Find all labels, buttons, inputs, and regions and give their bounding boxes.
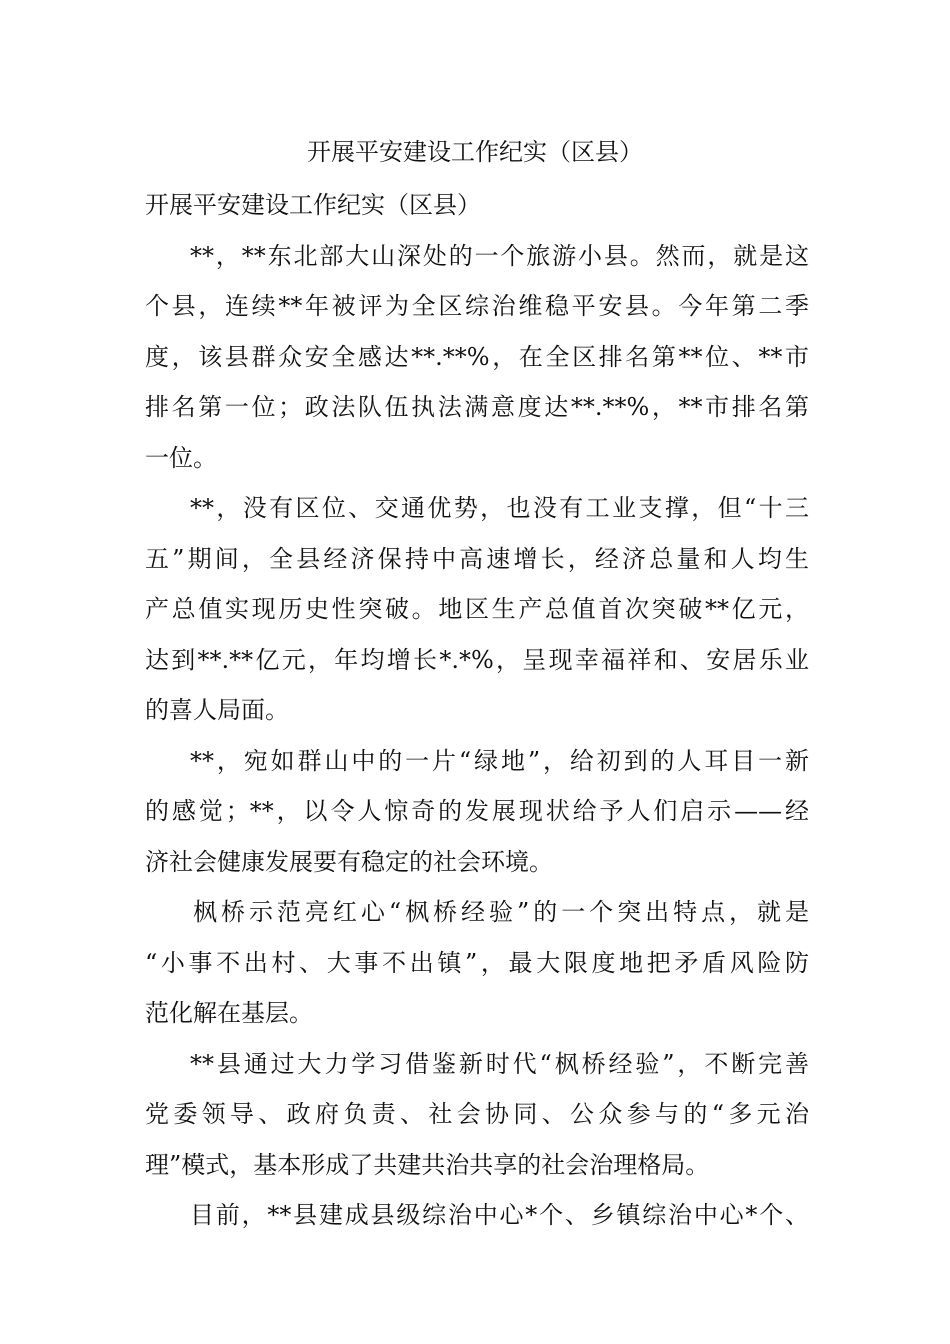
- paragraph-line: **，没有区位、交通优势，也没有工业支撑，但“十三: [190, 494, 809, 522]
- paragraph-line: 一位。: [145, 443, 217, 472]
- paragraph-line: 范化解在基层。: [145, 999, 313, 1027]
- paragraph-line: 的感觉；**，以令人惊奇的发展现状给予人们启示——经: [145, 797, 809, 825]
- paragraph-line: **，**东北部大山深处的一个旅游小县。然而，就是这: [190, 241, 809, 270]
- paragraph-line: 个县，连续**年被评为全区综治维稳平安县。今年第二季: [145, 292, 809, 320]
- document-body: [145, 180, 809, 1241]
- paragraph-line: 的喜人局面。: [145, 696, 289, 724]
- paragraph-line: 达到**.**亿元，年均增长*.*%，呈现幸福祥和、安居乐业: [145, 645, 809, 674]
- paragraph-line: 五”期间，全县经济保持中高速增长，经济总量和人均生: [145, 544, 809, 573]
- paragraph-line: 党委领导、政府负责、社会协同、公众参与的“多元治: [145, 1100, 809, 1128]
- paragraph-line: 度，该县群众安全感达**.**%，在全区排名第**位、**市: [145, 342, 809, 371]
- paragraph-line: 排名第一位；政法队伍执法满意度达**.**%，**市排名第: [145, 393, 809, 421]
- paragraph-line: **县通过大力学习借鉴新时代“枫桥经验”，不断完善: [190, 1049, 809, 1078]
- paragraph-line: 枫桥示范亮红心“枫桥经验”的一个突出特点，就是: [193, 898, 809, 926]
- paragraph-line: “小事不出村、大事不出镇”，最大限度地把矛盾风险防: [145, 948, 809, 977]
- subtitle-line: 开展平安建设工作纪实（区县）: [145, 191, 481, 219]
- document-title: 开展平安建设工作纪实（区县）: [307, 138, 643, 166]
- paragraph-line: 济社会健康发展要有稳定的社会环境。: [145, 847, 553, 876]
- paragraph-line: 产总值实现历史性突破。地区生产总值首次突破**亿元，: [145, 595, 809, 623]
- paragraph-line: **，宛如群山中的一片“绿地”，给初到的人耳目一新: [190, 746, 809, 775]
- paragraph-line: 目前，**县建成县级综治中心*个、乡镇综治中心*个、: [190, 1201, 809, 1229]
- paragraph-line: 理”模式，基本形成了共建共治共享的社会治理格局。: [145, 1150, 710, 1179]
